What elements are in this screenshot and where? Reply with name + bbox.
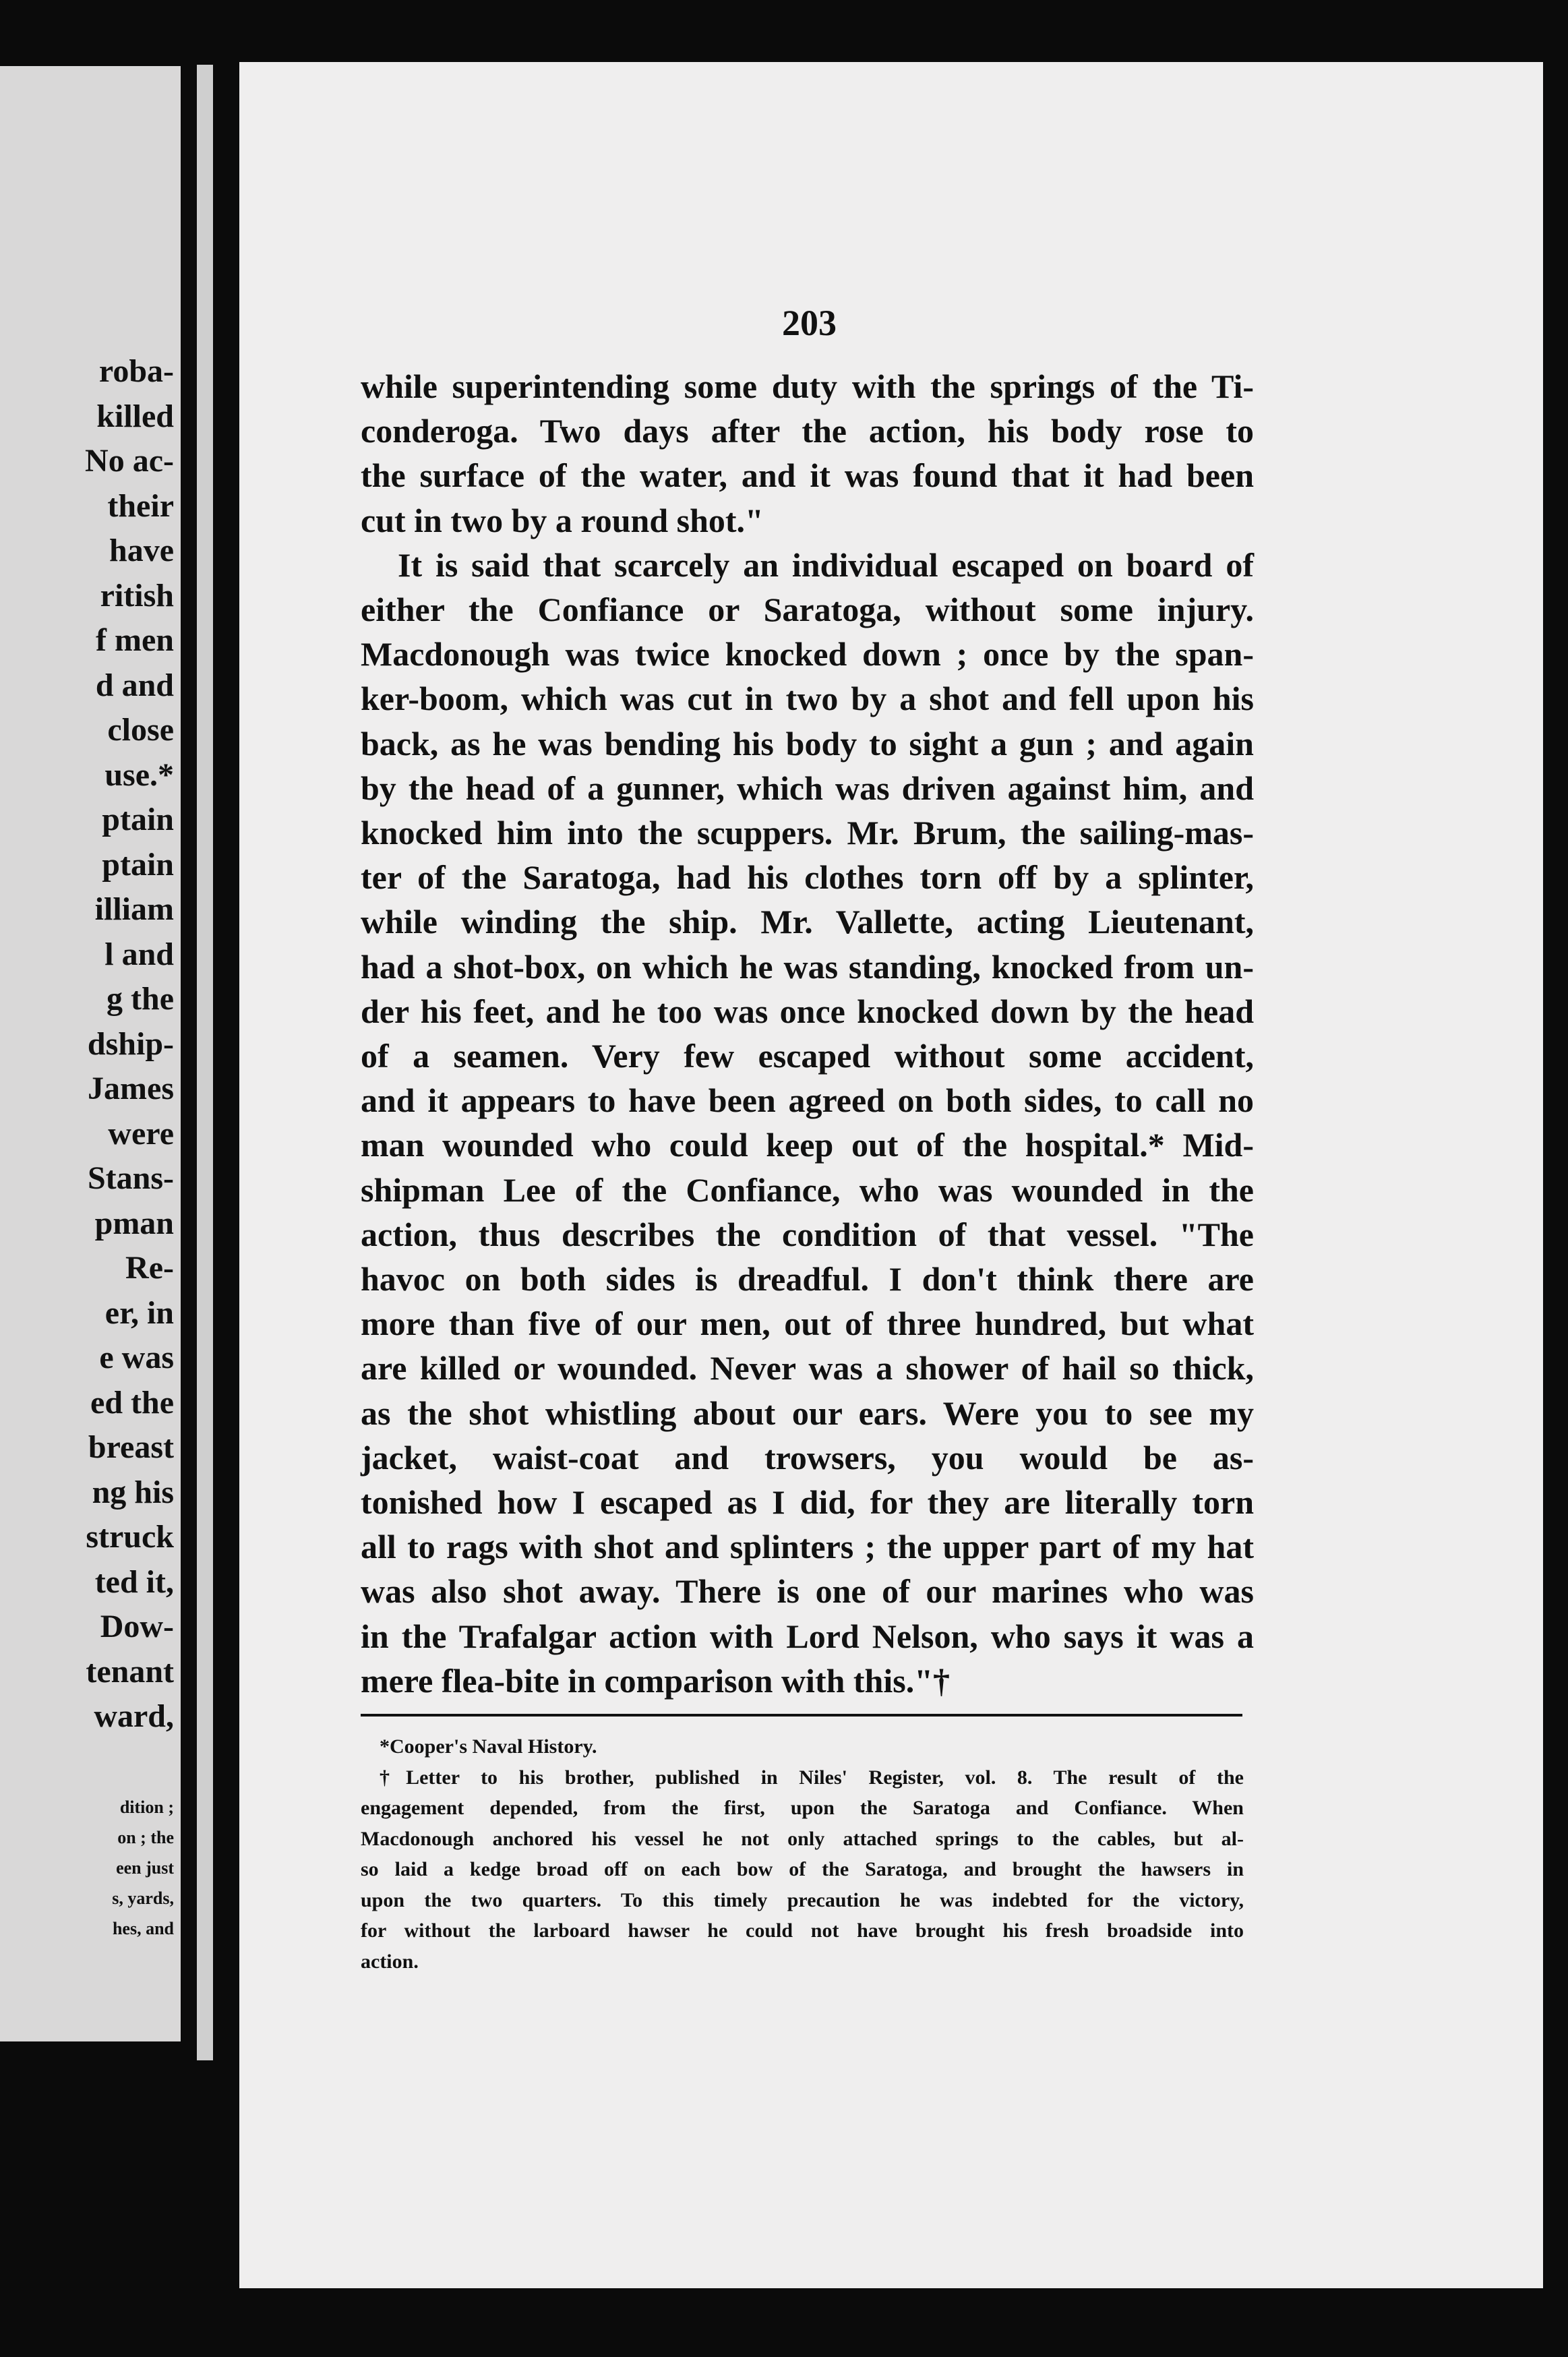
prev-line: were — [108, 1115, 174, 1152]
footnote-line: action. — [361, 1950, 419, 1973]
text-line: ker-boom, which was cut in two by a shot and fell upon his — [361, 680, 1254, 718]
text-line: Macdonough was twice knocked down ; once by the span- — [361, 635, 1254, 674]
prev-line: No ac- — [85, 443, 174, 479]
prev-line: Dow- — [100, 1609, 174, 1644]
text-line: shipman Lee of the Confiance, who was wounded in the — [361, 1170, 1254, 1209]
page-edge-strip — [197, 65, 213, 2060]
prev-line: er, in — [104, 1294, 174, 1331]
text-line: all to rags with shot and splinters ; the upper part of my hat — [361, 1528, 1254, 1566]
text-line: and it appears to have been agreed on both sides, to call no — [361, 1081, 1254, 1120]
prev-line: ng his — [92, 1474, 174, 1510]
previous-page-footnote — [112, 1792, 174, 1944]
footnote-line: *Cooper's Naval History. — [380, 1735, 597, 1758]
prev-note-line: on ; the — [117, 1828, 174, 1847]
text-line: knocked him into the scuppers. Mr. Brum, the sailing-mas- — [361, 814, 1254, 852]
prev-line: ed the — [90, 1384, 174, 1421]
text-line: man wounded who could keep out of the hospital.* Mid- — [361, 1126, 1254, 1164]
previous-page-fragment — [0, 66, 181, 2041]
text-line: as the shot whistling about our ears. Were you to see my — [361, 1394, 1254, 1432]
prev-line: roba- — [98, 353, 174, 389]
body-text — [361, 364, 1254, 1703]
text-line: tonished how I escaped as I did, for they are literally torn — [361, 1483, 1254, 1522]
prev-note-line: s, yards, — [112, 1888, 174, 1908]
prev-line: ptain — [102, 846, 174, 883]
text-line: was also shot away. There is one of our marines who was — [361, 1572, 1254, 1611]
footnote-line: so laid a kedge broad off on each bow of the Saratoga, and brought the hawsers in — [361, 1858, 1244, 1880]
text-line: while winding the ship. Mr. Vallette, acting Lieutenant, — [361, 903, 1254, 941]
text-line: It is said that scarcely an individual escaped on board of — [398, 545, 1254, 584]
text-line: in the Trafalgar action with Lord Nelson, who says it was a — [361, 1617, 1254, 1655]
page-number: 203 — [782, 303, 837, 343]
text-line: while superintending some duty with the springs of the Ti- — [361, 367, 1254, 405]
prev-line: breast — [88, 1429, 174, 1465]
footnote-line: engagement depended, from the first, upon the Saratoga and Confiance. When — [361, 1797, 1244, 1819]
prev-line: ward, — [94, 1698, 174, 1734]
prev-line: f men — [96, 622, 174, 658]
prev-line: e was — [99, 1340, 174, 1375]
text-line: conderoga. Two days after the action, his body rose to — [361, 412, 1254, 450]
prev-line: their — [107, 487, 174, 524]
text-line: ter of the Saratoga, had his clothes torn off by a splinter, — [361, 858, 1254, 897]
prev-line: d and — [95, 667, 174, 703]
footnote-line: upon the two quarters. To this timely precaution he was indebted for the victory, — [361, 1888, 1244, 1911]
prev-line: illiam — [94, 891, 174, 927]
prev-line: ted it, — [94, 1563, 174, 1600]
prev-line: Re- — [125, 1250, 174, 1286]
text-line: back, as he was bending his body to sight a gun ; and again — [361, 724, 1254, 763]
text-line: are killed or wounded. Never was a shower of hail so thick, — [361, 1349, 1254, 1388]
footnote-line: †Letter to his brother, published in Niles' Register, vol. 8. The result of the — [380, 1766, 1244, 1789]
prev-line: l and — [104, 936, 174, 972]
text-line: cut in two by a round shot." — [361, 501, 764, 539]
text-line: der his feet, and he too was once knocked down by the head — [361, 992, 1254, 1030]
prev-line: g the — [107, 981, 174, 1017]
text-line: had a shot-box, on which he was standing, knocked from un- — [361, 947, 1254, 986]
prev-line: dship- — [87, 1025, 174, 1062]
text-line: by the head of a gunner, which was driven against him, and — [361, 769, 1254, 807]
prev-line: ritish — [100, 577, 174, 614]
prev-note-line: dition ; — [119, 1797, 174, 1817]
prev-line: use.* — [104, 756, 174, 793]
text-line: havoc on both sides is dreadful. I don't think there are — [361, 1260, 1254, 1299]
prev-line: ptain — [102, 802, 174, 837]
footnote-line: Macdonough anchored his vessel he not only attached springs to the cables, but al- — [361, 1827, 1244, 1850]
footnotes — [361, 1731, 1244, 1977]
text-line: either the Confiance or Saratoga, without some injury. — [361, 591, 1254, 629]
text-line: more than five of our men, out of three hundred, but what — [361, 1305, 1254, 1343]
prev-line: James — [88, 1071, 174, 1106]
text-line: mere flea-bite in comparison with this."† — [361, 1661, 950, 1700]
text-line: action, thus describes the condition of that vessel. "The — [361, 1215, 1254, 1253]
text-line: the surface of the water, and it was found that it had been — [361, 456, 1254, 495]
prev-line: struck — [86, 1519, 174, 1555]
prev-line: Stans- — [87, 1160, 174, 1196]
prev-line: close — [107, 712, 174, 748]
prev-note-line: een just — [116, 1858, 174, 1878]
prev-line: killed — [96, 398, 174, 434]
text-line: jacket, waist-coat and trowsers, you would be as- — [361, 1438, 1254, 1476]
previous-page-text — [85, 349, 174, 1739]
prev-line: have — [109, 533, 174, 568]
prev-line: tenant — [86, 1653, 174, 1690]
prev-line: pman — [94, 1205, 174, 1241]
prev-note-line: hes, and — [112, 1919, 174, 1938]
footnote-rule — [361, 1714, 1242, 1717]
text-line: of a seamen. Very few escaped without some accident, — [361, 1037, 1254, 1075]
footnote-line: for without the larboard hawser he could not have brought his fresh broadside into — [361, 1919, 1244, 1942]
